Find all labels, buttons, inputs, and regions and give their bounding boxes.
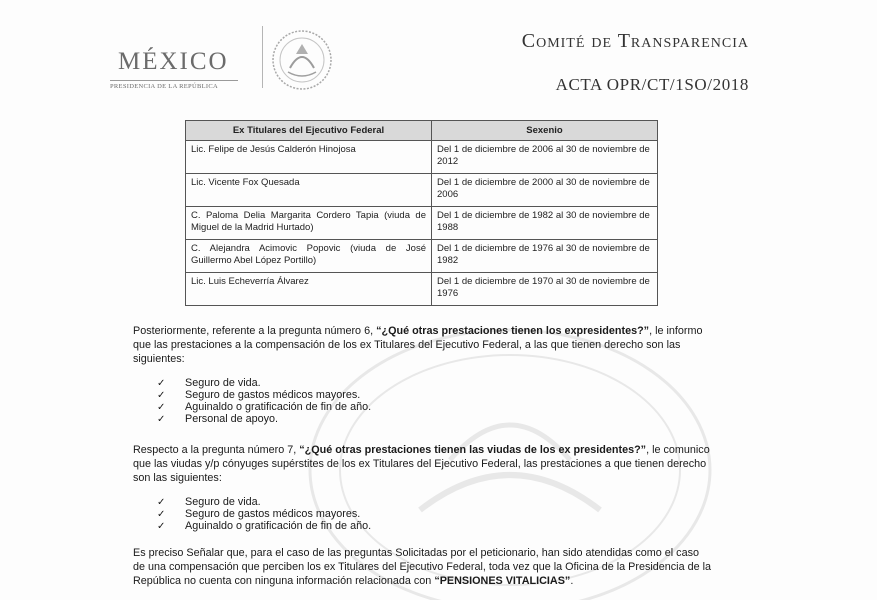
list-item <box>157 508 371 520</box>
ex-titulares-table <box>185 120 658 306</box>
checkmark-icon: ✓ <box>157 414 166 425</box>
paragraph-text: Respecto a la pregunta número 7, <box>133 444 300 456</box>
logo-divider <box>110 80 238 81</box>
list-item <box>157 401 371 413</box>
paragraph-text: , le comunico que las viudas y/p cónyuges supérstites de los ex Titulares del Ejecutivo Federal, las prestaciones a que tienen derecho son las siguientes: <box>133 444 710 484</box>
paragraph-text: , le informo que las prestaciones a la compensación de los ex Titulares del Ejecutivo Federal, a las que tienen derecho son las siguientes: <box>133 325 703 365</box>
table-row <box>186 174 658 207</box>
paragraph-question-6 <box>133 324 711 366</box>
seal-divider <box>262 26 263 88</box>
column-header-sexenio: Sexenio <box>432 121 658 141</box>
list-item-text: Seguro de gastos médicos mayores. <box>185 508 361 520</box>
paragraph-text: Posteriormente, referente a la pregunta número 6, <box>133 325 377 337</box>
question-6-text: “¿Qué otras prestaciones tienen los expresidentes?” <box>376 325 650 337</box>
national-seal-icon <box>270 28 334 92</box>
list-item-text: Aguinaldo o gratificación de fin de año. <box>185 401 372 413</box>
paragraph-conclusion <box>133 546 711 588</box>
table-cell-name: Lic. Felipe de Jesús Calderón Hinojosa <box>186 141 432 174</box>
committee-title: Comité de Transparencia <box>521 30 749 52</box>
paragraph-text: Es preciso Señalar que, para el caso de las preguntas Solicitadas por el peticionario, han sido atendidas como el caso de una compensación que perciben los ex Titulares del Ejecutivo Federal, toda vez que la Oficina de la Presidencia de la República no cuenta con ninguna información relacionada con <box>133 547 711 587</box>
list-item-text: Personal de apoyo. <box>185 413 279 425</box>
paragraph-text: . <box>570 575 574 587</box>
list-item <box>157 413 371 425</box>
checkmark-icon: ✓ <box>157 402 166 413</box>
list-item <box>157 496 371 508</box>
list-item-text: Aguinaldo o gratificación de fin de año. <box>185 520 372 532</box>
checkmark-icon: ✓ <box>157 497 166 508</box>
list-item-text: Seguro de vida. <box>185 377 261 389</box>
list-item <box>157 520 371 532</box>
table-row <box>186 207 658 240</box>
pensiones-vitalicias-text: “PENSIONES VITALICIAS” <box>434 575 571 587</box>
acta-number: ACTA OPR/CT/1SO/2018 <box>555 75 749 94</box>
table-cell-term: Del 1 de diciembre de 2000 al 30 de noviembre de 2006 <box>432 174 658 207</box>
table-row <box>186 240 658 273</box>
table-row <box>186 273 658 306</box>
table-cell-term: Del 1 de diciembre de 1976 al 30 de noviembre de 1982 <box>432 240 658 273</box>
checkmark-icon: ✓ <box>157 521 166 532</box>
column-header-titulares: Ex Titulares del Ejecutivo Federal <box>186 121 432 141</box>
checkmark-icon: ✓ <box>157 390 166 401</box>
paragraph-question-7 <box>133 443 711 485</box>
table-cell-term: Del 1 de diciembre de 1970 al 30 de noviembre de 1976 <box>432 273 658 306</box>
table-cell-term: Del 1 de diciembre de 1982 al 30 de noviembre de 1988 <box>432 207 658 240</box>
question-7-text: “¿Qué otras prestaciones tienen las viudas de los ex presidentes?” <box>299 444 647 456</box>
table-row <box>186 141 658 174</box>
table-cell-name: C. Paloma Delia Margarita Cordero Tapia (viuda de Miguel de la Madrid Hurtado) <box>186 207 432 240</box>
checkmark-icon: ✓ <box>157 378 166 389</box>
list-item-text: Seguro de gastos médicos mayores. <box>185 389 361 401</box>
list-item <box>157 389 371 401</box>
table-cell-name: Lic. Luis Echeverría Álvarez <box>186 273 432 306</box>
checkmark-icon: ✓ <box>157 509 166 520</box>
list-item-text: Seguro de vida. <box>185 496 261 508</box>
list-item <box>157 377 371 389</box>
table-header-row <box>186 121 658 141</box>
logo-subtitle: PRESIDENCIA DE LA REPÚBLICA <box>110 83 218 90</box>
table-cell-term: Del 1 de diciembre de 2006 al 30 de noviembre de 2012 <box>432 141 658 174</box>
table-cell-name: Lic. Vicente Fox Quesada <box>186 174 432 207</box>
logo-name: MÉXICO <box>118 48 229 75</box>
benefits-list-viudas <box>157 496 371 532</box>
table-cell-name: C. Alejandra Acimovic Popovic (viuda de José Guillermo Abel López Portillo) <box>186 240 432 273</box>
benefits-list-expresidentes <box>157 377 371 425</box>
